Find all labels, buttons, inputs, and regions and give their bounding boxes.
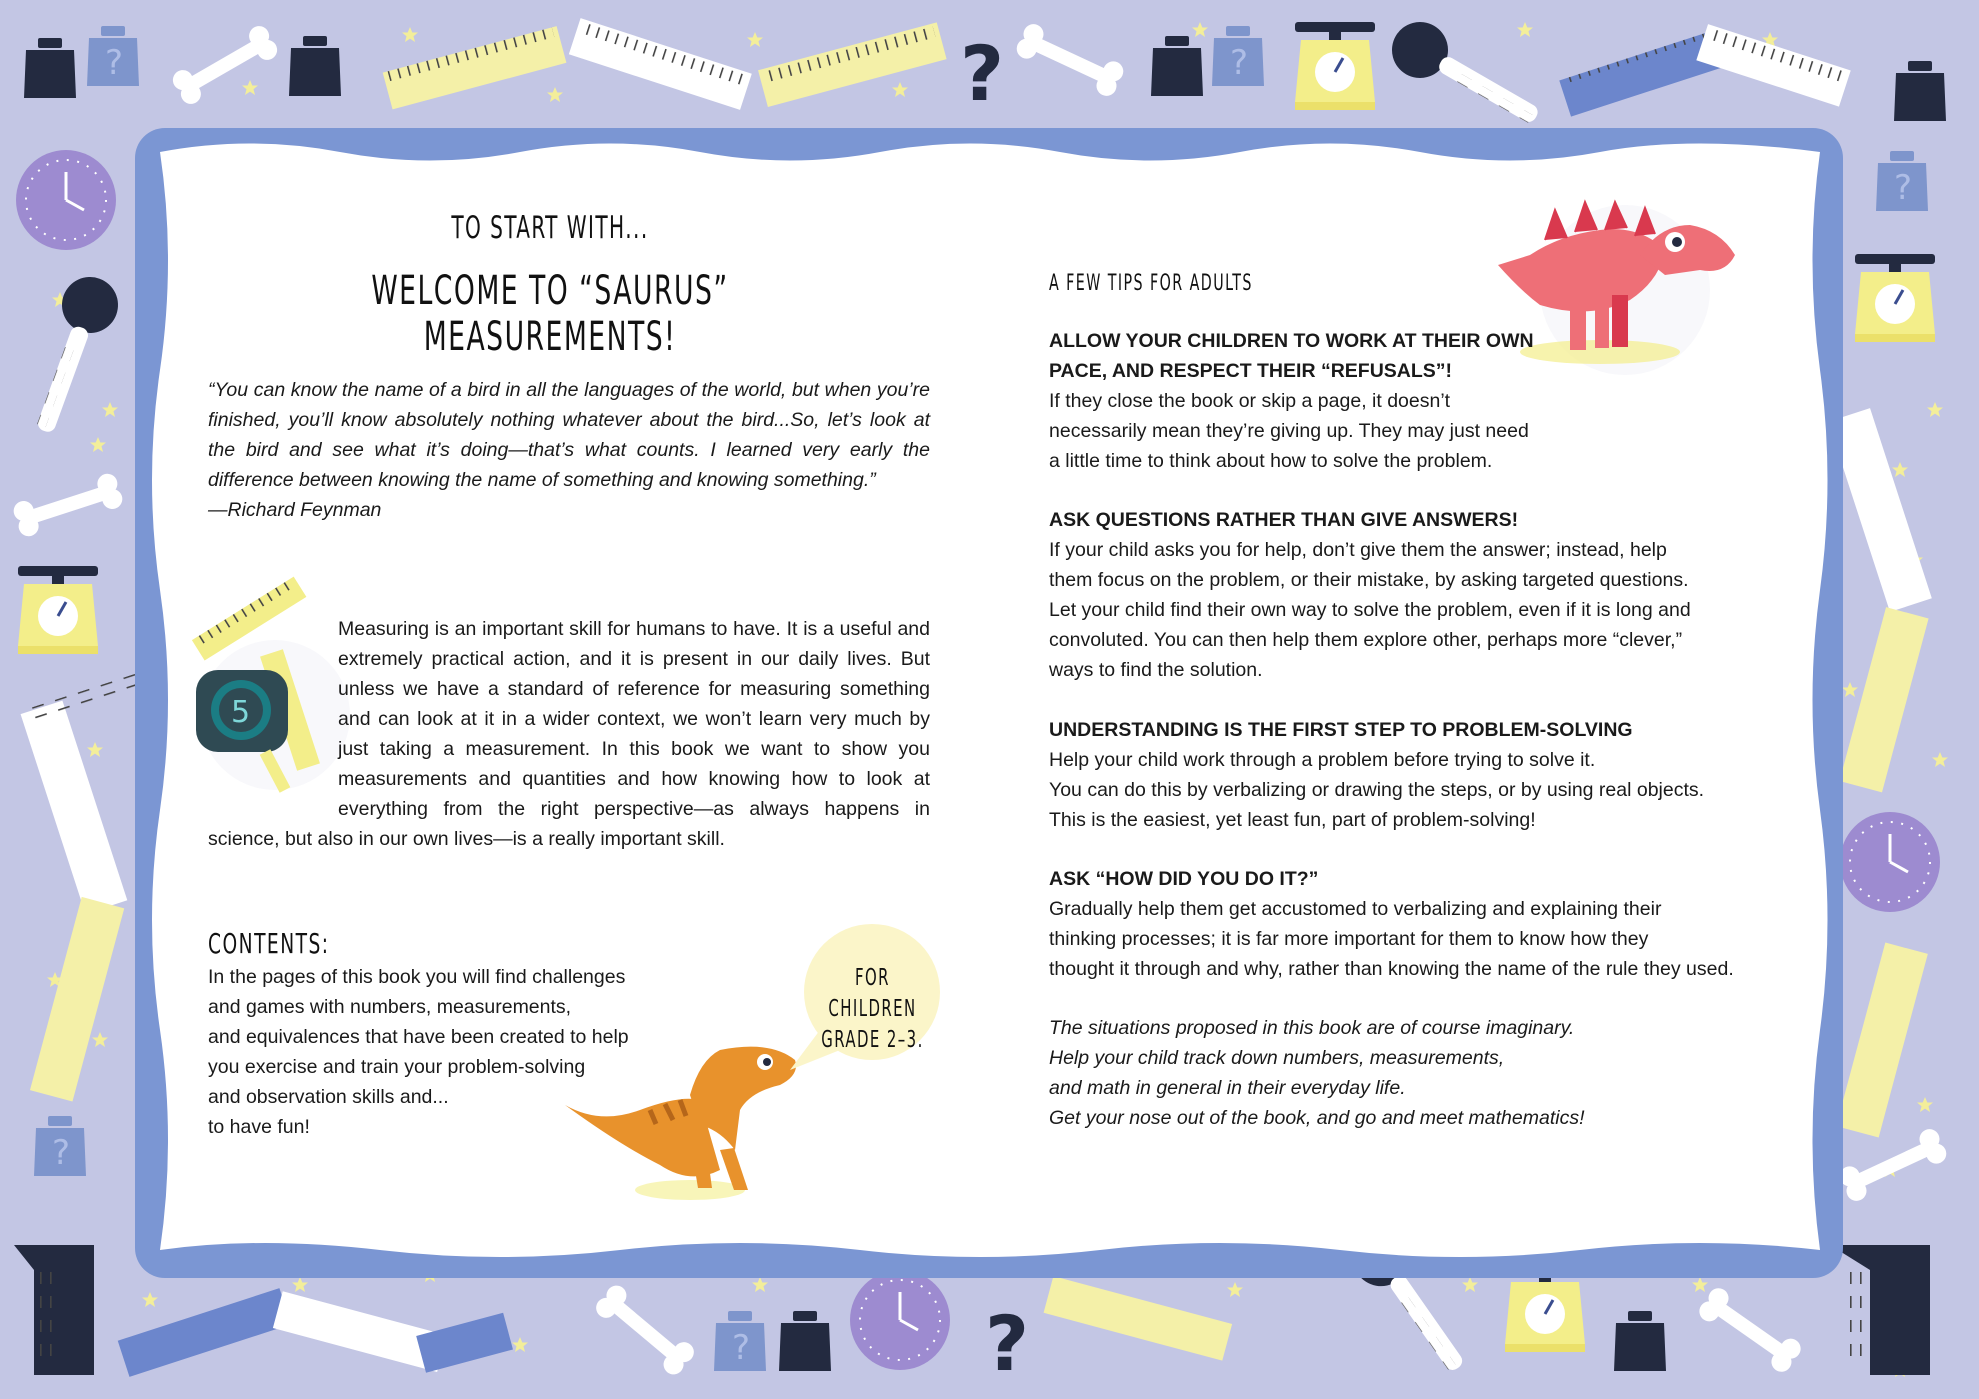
contents-text: In the pages of this book you will find challenges and games with numbers, measurements, and equivalences that have been created to help you exercise and train your problem-solving and observation skills and... to have fun!: [208, 966, 629, 1138]
quote-author: —Richard Feynman: [208, 499, 382, 521]
measuring-paragraph: [208, 614, 930, 854]
float-spacer-top: [208, 614, 338, 819]
tip-4-body: Gradually help them get accustomed to verbalizing and explaining their thinking processes; it is far more important for them to know how they thought it through and why, rather than knowing the name of the rule they used.: [1049, 898, 1734, 980]
speech-bubble-text: [820, 963, 924, 1056]
tip-4: [1049, 864, 1789, 984]
tip-4-title: ASK “HOW DID YOU DO IT?”: [1049, 868, 1319, 890]
quote-text: “You can know the name of a bird in all the languages of the world, but when you’re finished, you’ll know absolutely nothing whatever about the bird...So, let’s look at the bird and see what it’s doing—that’s what counts. I learned very early the difference between knowing the name of something and knowing something.”: [208, 379, 930, 491]
tip-3-title: UNDERSTANDING IS THE FIRST STEP TO PROBLEM-SOLVING: [1049, 719, 1633, 741]
speech-bubble-line-2: GRADE 2–3.: [821, 1027, 924, 1053]
tip-3: [1049, 715, 1757, 835]
tip-2-title: ASK QUESTIONS RATHER THAN GIVE ANSWERS!: [1049, 509, 1519, 531]
tip-1: [1049, 326, 1539, 476]
tip-1-title: ALLOW YOUR CHILDREN TO WORK AT THEIR OWN PACE, AND RESPECT THEIR “REFUSALS”!: [1049, 330, 1534, 382]
feynman-quote: [208, 375, 930, 525]
tip-2: [1049, 505, 1757, 685]
tip-3-body: Help your child work through a problem before trying to solve it. You can do this by verbalizing or drawing the steps, or by using real objects. This is the easiest, yet least fun, part of problem-solving!: [1049, 749, 1705, 831]
tips-heading: A FEW TIPS FOR ADULTS: [1049, 271, 1253, 296]
svg-text:5: 5: [231, 695, 251, 730]
closing-note: The situations proposed in this book are of course imaginary. Help your child track down numbers, measurements, and math in general in their everyday life. Get your nose out of the book, and go and meet mathematics!: [1049, 1017, 1585, 1129]
heading-line-1: TO START WITH...: [451, 210, 649, 246]
speech-bubble-line-1: FOR CHILDREN: [828, 965, 917, 1022]
tip-2-body: If your child asks you for help, don’t give them the answer; instead, help them focus on the problem, or their mistake, by asking targeted questions. Let your child find their own way to solve the problem, even if it is long and convoluted. You can then help them explore other, perhaps more “clever,” ways to find the solution.: [1049, 539, 1691, 681]
measuring-text: Measuring is an important skill for humans to have. It is a useful and extremely practical action, and it is present in our daily lives. But unless we have a standard of reference for measuring something and can look at it in a wider context, we won’t learn very much by just taking a measurement. In this book we want to show you measurements and quantities and how knowing how to look at everything from the right perspective—as always happens in science, but also in our own lives—is a really important skill.: [208, 618, 930, 850]
svg-text:?: ?: [985, 1299, 1030, 1388]
tip-1-body: If they close the book or skip a page, it doesn’t necessarily mean they’re giving up. They may just need a little time to think about how to solve the problem.: [1049, 390, 1529, 472]
page-title: WELCOME TO “SAURUS” MEASUREMENTS!: [371, 268, 729, 360]
contents-heading: CONTENTS:: [208, 927, 330, 960]
svg-text:?: ?: [960, 29, 1005, 118]
